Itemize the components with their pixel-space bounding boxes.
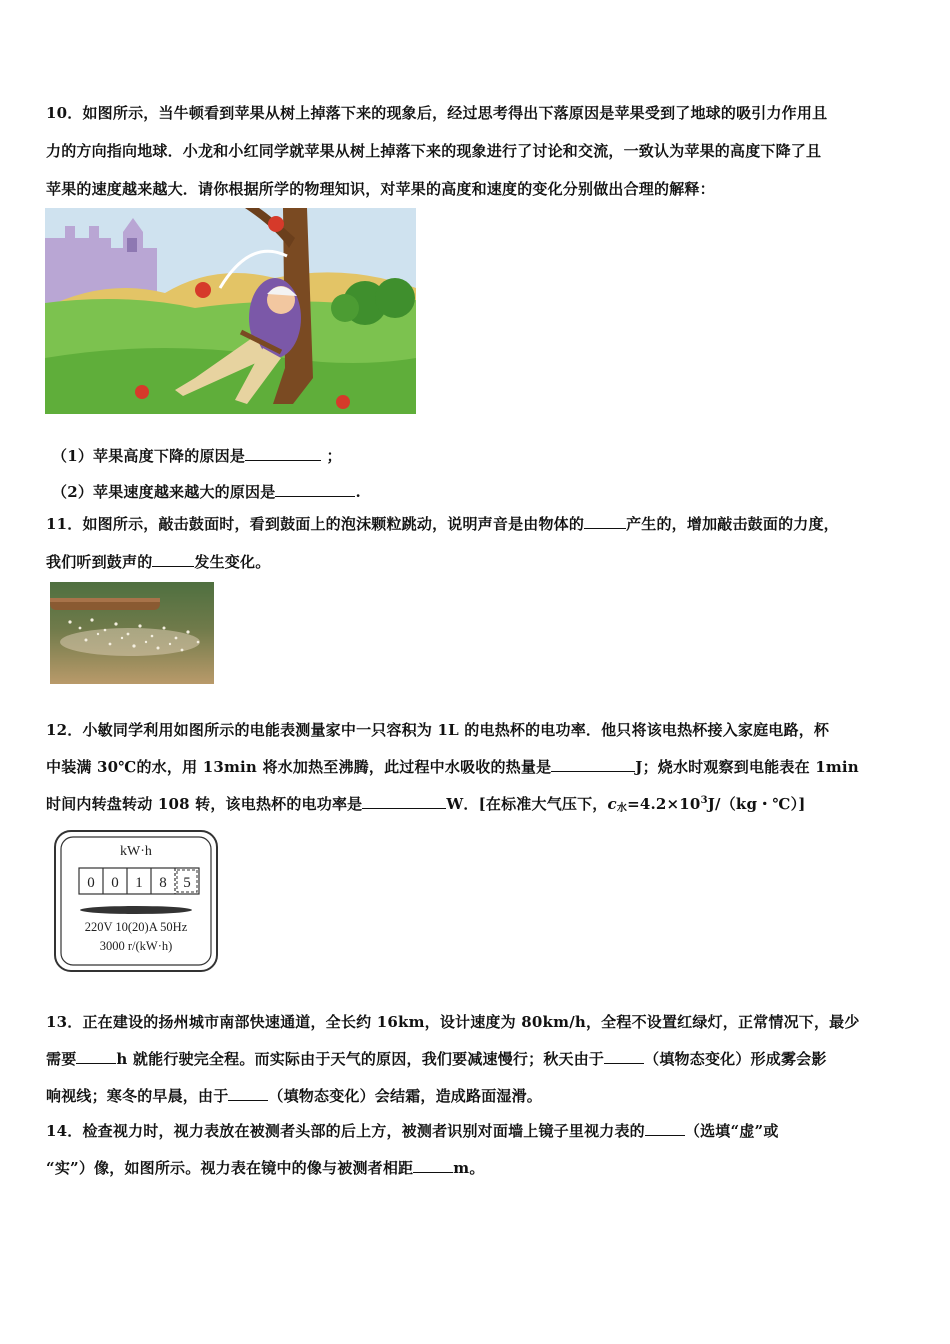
meter-digit: 0 [111,875,119,891]
q10-line-2: 力的方向指向地球．小龙和小红同学就苹果从树上掉落下来的现象进行了讨论和交流，一致认为苹果的高度下降了且 [46,142,822,160]
meter-digit: 0 [87,875,95,891]
answer-blank[interactable] [413,1171,453,1173]
q14-line-2: “实”）像，如图所示。视力表在镜中的像与被测者相距 m。 [46,1159,485,1177]
answer-blank[interactable] [245,459,321,461]
q13-line-2: 需要 h 就能行驶完全程。而实际由于天气的原因，我们要减速慢行；秋天由于 （填物态变化）形成雾会影 [46,1050,827,1068]
newton-apple-illustration [45,208,416,414]
meter-digit: 5 [183,875,191,891]
answer-blank[interactable] [76,1062,116,1064]
answer-blank[interactable] [362,807,446,809]
answer-blank[interactable] [584,527,626,529]
meter-digit: 8 [159,875,167,891]
q12-line-1: 12．小敏同学利用如图所示的电能表测量家中一只容积为 1L 的电热杯的电功率．他只将该电热杯接入家庭电路，杯 [46,721,830,739]
drum-foam-photo [50,582,214,684]
answer-blank[interactable] [551,770,635,772]
meter-disc [80,906,192,914]
answer-blank[interactable] [604,1062,644,1064]
meter-digit: 1 [135,875,143,891]
q12-line-2: 中装满 30℃的水，用 13min 将水加热至沸腾，此过程中水吸收的热量是 J；烧水时观察到电能表在 1min [46,758,859,776]
meter-unit: kW·h [120,844,152,859]
q10-part-1: （1）苹果高度下降的原因是 ； [52,447,342,465]
q13-line-3: 响视线；寒冬的早晨，由于 （填物态变化）会结霜，造成路面湿滑。 [46,1087,543,1105]
meter-spec-1: 220V 10(20)A 50Hz [84,920,188,934]
q14-line-1: 14．检查视力时，视力表放在被测者头部的后上方，被测者识别对面墙上镜子里视力表的 （选填“虚”或 [46,1122,779,1140]
answer-blank[interactable] [152,565,194,567]
electric-meter-diagram [52,828,220,974]
q10-line-1: 10．如图所示，当牛顿看到苹果从树上掉落下来的现象后，经过思考得出下落原因是苹果受到了地球的吸引力作用且 [46,104,828,122]
answer-blank[interactable] [228,1099,268,1101]
q11-line-1: 11．如图所示，敲击鼓面时，看到鼓面上的泡沫颗粒跳动，说明声音是由物体的 产生的，增加敲击鼓面的力度， [46,515,839,533]
q13-line-1: 13．正在建设的扬州城市南部快速通道，全长约 16km，设计速度为 80km/h，全程不设置红绿灯，正常情况下，最少 [46,1013,860,1031]
answer-blank[interactable] [275,495,355,497]
answer-blank[interactable] [645,1134,685,1136]
q12-line-3: 时间内转盘转动 108 转，该电热杯的电功率是 W．[在标准大气压下，$c_水=4.2\times 10^3J/(kg$・℃）] [46,795,806,814]
q10-part-2: （2）苹果速度越来越大的原因是 . [52,483,361,501]
meter-spec-2: 3000 r/(kW·h) [99,939,173,953]
q11-line-2: 我们听到鼓声的 发生变化。 [46,553,271,571]
q10-line-3: 苹果的速度越来越大．请你根据所学的物理知识，对苹果的高度和速度的变化分别做出合理的解释： [46,180,715,198]
